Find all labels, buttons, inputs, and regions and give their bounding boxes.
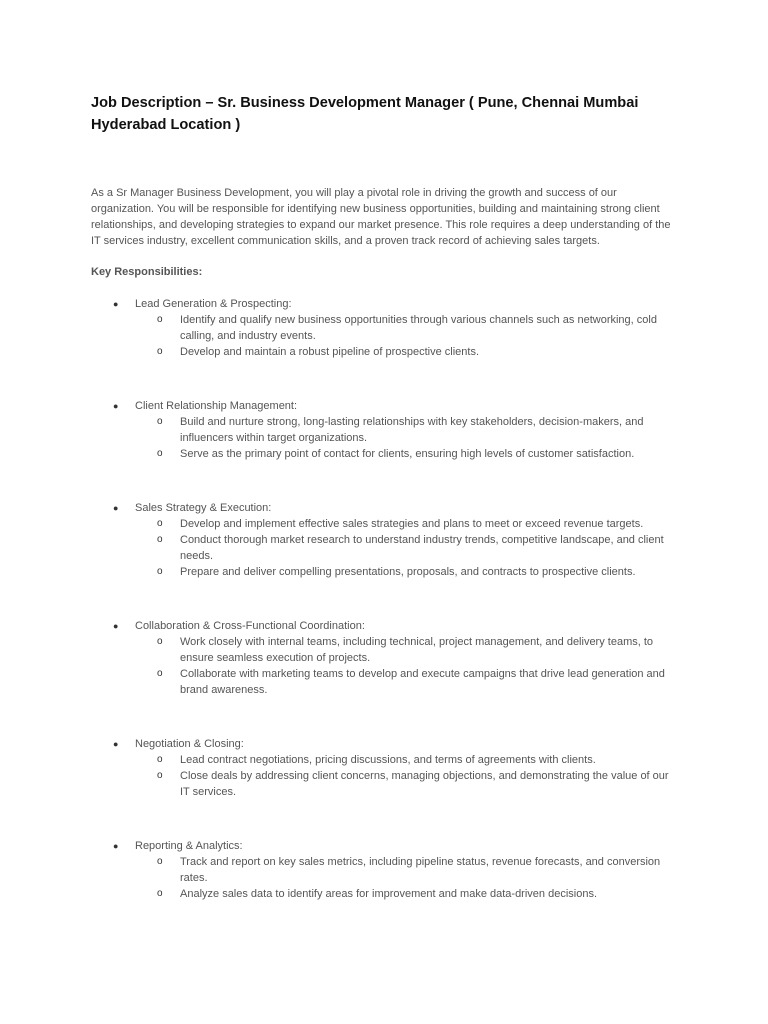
item-text: Conduct thorough market research to understand industry trends, competitive landscape, and client needs.	[180, 534, 664, 562]
item-text: Develop and implement effective sales strategies and plans to meet or exceed revenue targets.	[180, 518, 644, 530]
item-text: Work closely with internal teams, including technical, project management, and delivery teams, to ensure seamless execution of projects.	[180, 636, 654, 664]
section-heading: Collaboration & Cross-Functional Coordination:	[135, 620, 365, 632]
list-item	[135, 532, 681, 564]
section-heading: Reporting & Analytics:	[135, 840, 243, 852]
sub-bullet-icon: o	[157, 534, 163, 545]
section-items	[135, 516, 681, 580]
section-sales-strategy	[91, 500, 681, 580]
list-item	[135, 564, 681, 580]
bullet-icon: ●	[113, 841, 119, 851]
section-heading: Sales Strategy & Execution:	[135, 502, 272, 514]
sub-bullet-icon: o	[157, 346, 163, 357]
section-reporting	[91, 838, 681, 902]
section-client-relationship	[91, 398, 681, 462]
sub-bullet-icon: o	[157, 754, 163, 765]
list-item	[135, 344, 681, 360]
section-items	[135, 752, 681, 800]
section-lead-generation	[91, 296, 681, 360]
section-negotiation	[91, 736, 681, 800]
section-items	[135, 854, 681, 902]
item-text: Develop and maintain a robust pipeline of prospective clients.	[180, 346, 480, 358]
sub-bullet-icon: o	[157, 888, 163, 899]
sub-bullet-icon: o	[157, 518, 163, 529]
item-text: Close deals by addressing client concerns, managing objections, and demonstrating the value of our IT services.	[180, 770, 669, 798]
item-text: Lead contract negotiations, pricing discussions, and terms of agreements with clients.	[180, 754, 596, 766]
key-responsibilities-heading: Key Responsibilities:	[91, 266, 203, 278]
list-item	[135, 886, 681, 902]
list-item	[135, 768, 681, 800]
sub-bullet-icon: o	[157, 448, 163, 459]
sub-bullet-icon: o	[157, 856, 163, 867]
item-text: Prepare and deliver compelling presentations, proposals, and contracts to prospective clients.	[180, 566, 636, 578]
bullet-icon: ●	[113, 503, 119, 513]
bullet-icon: ●	[113, 299, 119, 309]
item-text: Collaborate with marketing teams to develop and execute campaigns that drive lead generation and brand awareness.	[180, 668, 665, 696]
section-heading: Negotiation & Closing:	[135, 738, 244, 750]
item-text: Build and nurture strong, long-lasting relationships with key stakeholders, decision-makers, and influencers within target organizations.	[180, 416, 644, 444]
item-text: Analyze sales data to identify areas for improvement and make data-driven decisions.	[180, 888, 597, 900]
list-item	[135, 446, 681, 462]
sub-bullet-icon: o	[157, 636, 163, 647]
responsibility-sections	[91, 296, 681, 902]
list-item	[135, 752, 681, 768]
sub-bullet-icon: o	[157, 566, 163, 577]
list-item	[135, 666, 681, 698]
list-item	[135, 414, 681, 446]
section-items	[135, 634, 681, 698]
document-title: Job Description – Sr. Business Development Manager ( Pune, Chennai Mumbai Hyderabad Location )	[91, 95, 639, 133]
list-item	[135, 854, 681, 886]
item-text: Identify and qualify new business opportunities through various channels such as networking, cold calling, and industry events.	[180, 314, 657, 342]
document-page	[91, 92, 681, 902]
item-text: Track and report on key sales metrics, including pipeline status, revenue forecasts, and conversion rates.	[180, 856, 661, 884]
bullet-icon: ●	[113, 401, 119, 411]
section-collaboration	[91, 618, 681, 698]
section-items	[135, 414, 681, 462]
section-items	[135, 312, 681, 360]
item-text: Serve as the primary point of contact for clients, ensuring high levels of customer satisfaction.	[180, 448, 635, 460]
sub-bullet-icon: o	[157, 314, 163, 325]
section-heading: Client Relationship Management:	[135, 400, 298, 412]
list-item	[135, 634, 681, 666]
list-item	[135, 312, 681, 344]
section-heading: Lead Generation & Prospecting:	[135, 298, 292, 310]
sub-bullet-icon: o	[157, 770, 163, 781]
intro-paragraph: As a Sr Manager Business Development, you will play a pivotal role in driving the growth and success of our organization. You will be responsible for identifying new business opportunities, building and maintaining strong client relationships, and developing strategies to expand our market presence. This role requires a deep understanding of the IT services industry, excellent communication skills, and a proven track record of achieving sales targets.	[91, 187, 671, 247]
list-item	[135, 516, 681, 532]
bullet-icon: ●	[113, 739, 119, 749]
sub-bullet-icon: o	[157, 668, 163, 679]
sub-bullet-icon: o	[157, 416, 163, 427]
bullet-icon: ●	[113, 621, 119, 631]
